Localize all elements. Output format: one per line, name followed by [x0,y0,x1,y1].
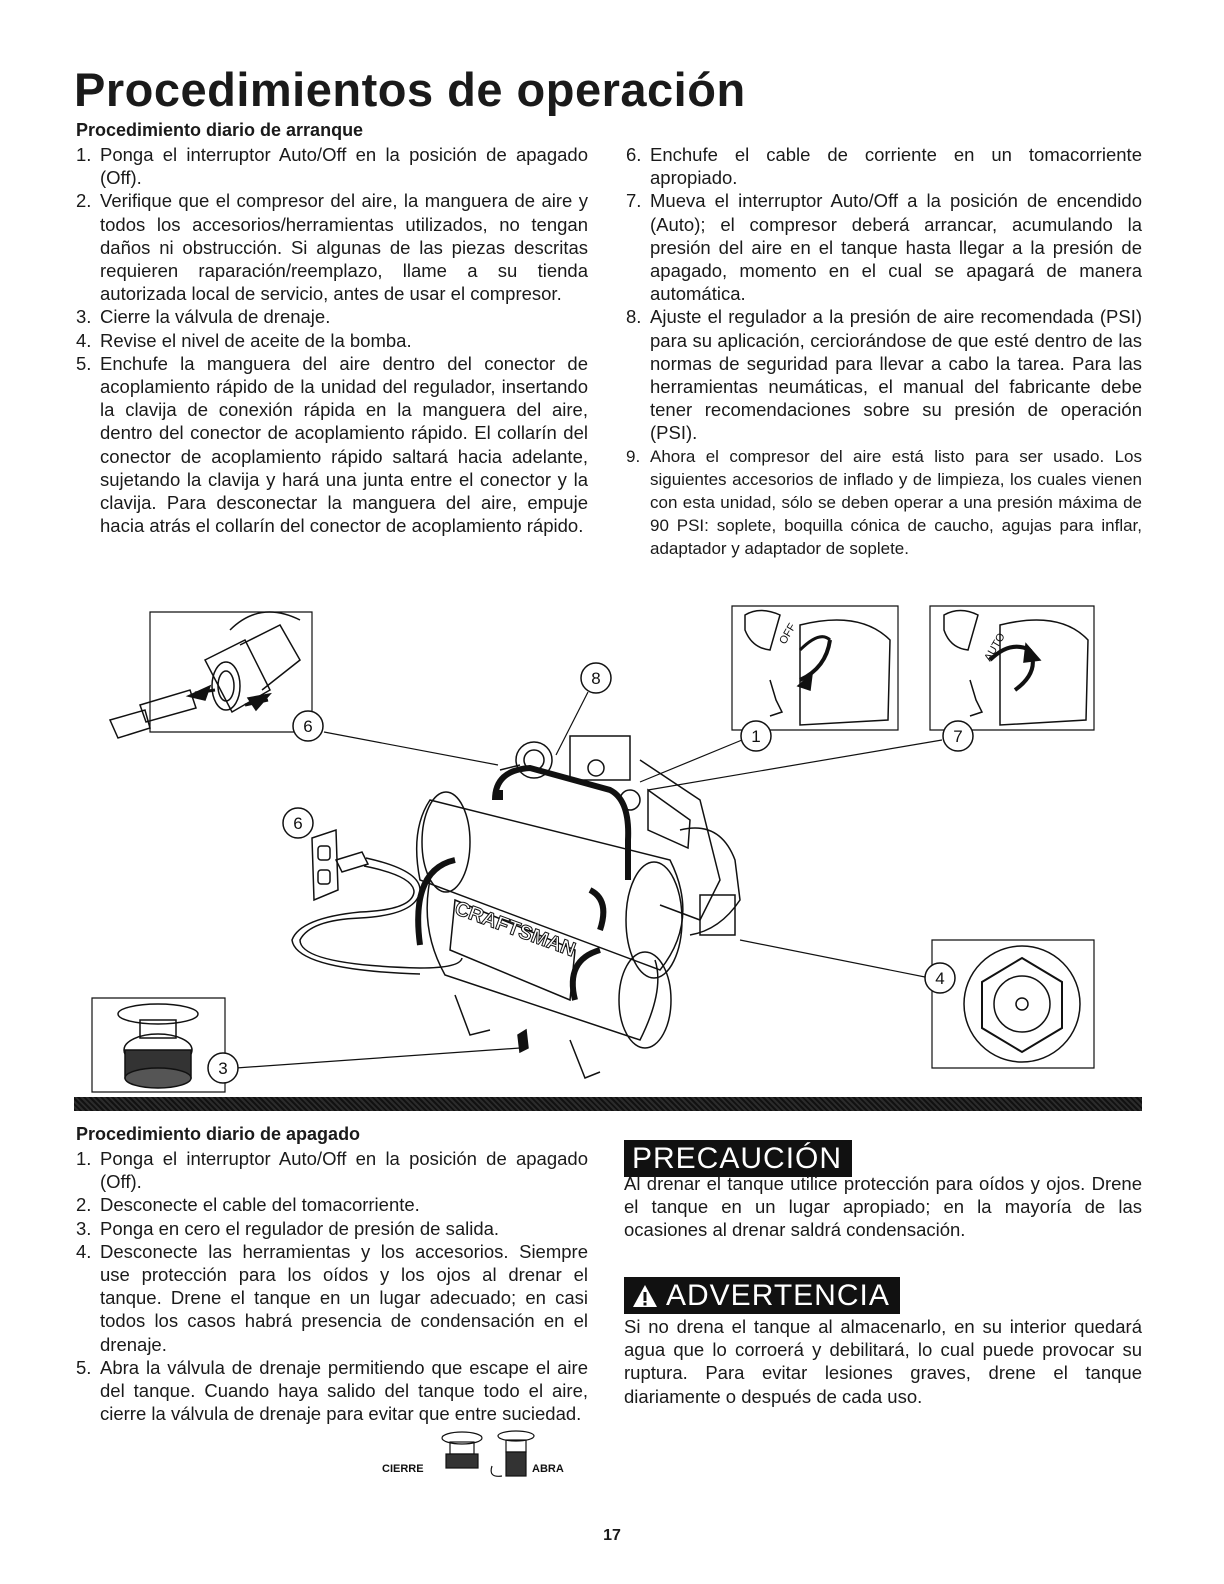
section-divider [74,1097,1142,1111]
step-number: 3. [76,306,92,328]
shutdown-heading: Procedimiento diario de apagado [76,1124,361,1144]
callout-4 [925,963,955,993]
shutdown-step [76,1356,588,1426]
warning-label [624,1277,900,1314]
step-text: Mueva el interruptor Auto/Off a la posición de encendido (Auto); el compresor deberá arrancar, acumulando la presión del aire en el tanque hasta llegar a la presión de apagado, momento en el cual se apagará de manera automática. [650,190,1142,305]
callout-1 [741,721,771,751]
step-number: 3. [76,1217,92,1239]
inset-4-frame [932,940,1094,1068]
callout-3 [208,1053,238,1083]
shutdown-step [76,1193,588,1216]
step-text: Desconecte el cable del tomacorriente. [100,1194,420,1216]
step-number: 4. [76,1240,92,1262]
callout-7 [943,721,973,751]
svg-text:7: 7 [953,727,963,746]
step-text: Ponga en cero el regulador de presión de salida. [100,1217,500,1239]
step-number: 2. [76,190,92,212]
switch-off-label: OFF [777,621,799,647]
caution-text: Al drenar el tanque utilice protección para oídos y ojos. Drene el tanque en un lugar apropiado; en la mayoría de las ocasiones al drenar saldrá condensación. [624,1173,1142,1241]
step-text: Abra la válvula de drenaje permitiendo que escape el aire del tanque. Cuando haya salido del tanque todo el aire, cierre la válvula de drenaje para evitar que entre suciedad. [100,1356,588,1425]
drain-valve-positions [380,1426,580,1482]
step-text: Desconecte las herramientas y los accesorios. Siempre use protección para los oídos y los ojos al drenar el tanque. Drene el tanque en un lugar adecuado; en casi todos los casos habrá presencia de condensación en el drenaje. [100,1240,588,1355]
switch-auto-illustration [944,611,1088,726]
outlet-cord-illustration [292,830,462,974]
switch-auto-label: AUTO [982,631,1008,664]
quick-coupler-illustration [110,612,300,738]
step-number: 5. [76,1356,92,1378]
valve-open-label: ABRA [532,1463,564,1475]
leader-4 [740,940,930,978]
switch-off-illustration [745,611,890,726]
svg-text:3: 3 [218,1059,228,1078]
step-text: Verifique que el compresor del aire, la manguera de aire y todos los accesorios/herramientas utilizados, no tengan daños ni obstrucción. Si algunas de las piezas descritas requieren raparación/reemplazo, llame a su tienda autorizada local de servicio, antes de usar el compresor. [100,190,588,305]
valve-close-label: CIERRE [382,1463,424,1475]
startup-heading: Procedimiento diario de arranque [76,120,364,140]
warning-text: Si no drena el tanque al almacenarlo, en su interior quedará agua que lo corroerá y debilitará, lo cual puede provocar su ruptura. Para evitar lesiones graves, drene el tanque diariamente o después de cada uso. [624,1316,1142,1407]
shutdown-step [76,1240,588,1356]
step-number: 4. [76,329,92,351]
step-number: 6. [626,144,642,165]
step-text: Enchufe el cable de corriente en un tomacorriente apropiado. [650,144,1142,189]
step-number: 1. [76,1148,92,1169]
svg-text:4: 4 [935,969,945,988]
oil-sight-illustration [964,946,1080,1062]
leader-8 [556,692,588,755]
step-text: Ponga el interruptor Auto/Off en la posición de apagado (Off). [100,144,588,189]
svg-text:1: 1 [751,727,761,746]
brand-label: CRAFTSMAN [451,897,579,962]
drain-valve-illustration [118,1004,198,1088]
step-number: 8. [626,306,642,328]
step-text: Ahora el compresor del aire está listo para ser usado. Los siguientes accesorios de inflado y de limpieza, los cuales vienen con esta unidad, sólo se deben operar a una presión máxima de 90 PSI: soplete, boquilla cónica de caucho, agujas para inflar, adaptador y adaptador de soplete. [650,446,1142,559]
svg-text:6: 6 [303,717,313,736]
step-text: Revise el nivel de aceite de la bomba. [100,329,412,351]
callout-5 [293,711,323,741]
leader-5 [324,732,498,765]
inset-7-frame [930,606,1094,730]
page-number: 17 [603,1527,621,1544]
svg-text:6: 6 [293,814,303,833]
svg-text:8: 8 [591,669,601,688]
warning-triangle-icon [632,1284,658,1308]
step-number: 9. [626,446,641,466]
step-text: Ponga el interruptor Auto/Off en la posición de apagado (Off). [100,1148,588,1193]
step-number: 1. [76,144,92,165]
caution-label: PRECAUCIÓN [624,1140,852,1177]
warning-label-text: ADVERTENCIA [666,1279,890,1312]
step-text: Cierre la válvula de drenaje. [100,306,331,328]
leader-1 [640,740,742,782]
shutdown-steps [76,1147,588,1425]
callout-8 [581,663,611,693]
shutdown-step [76,1217,588,1240]
step-text: Ajuste el regulador a la presión de aire recomendada (PSI) para su aplicación, cerciorándose de que esté dentro de las normas de seguridad para llevar a cabo la tarea. Para las herramientas neumáticas, el manual del fabricante debe tener recomendaciones sobre su presión de operación (PSI). [650,306,1142,444]
callout-6 [283,808,313,838]
leader-3 [236,1048,520,1068]
leader-7 [648,740,942,790]
shutdown-step [76,1147,588,1193]
step-number: 7. [626,190,642,212]
step-number: 2. [76,1194,92,1216]
page-title: Procedimientos de operación [74,63,746,116]
step-text: Enchufe la manguera del aire dentro del conector de acoplamiento rápido de la unidad del regulador, insertando la clavija de conexión rápida en la manguera del aire, dentro del conector de acoplamiento rápido. El collarín del conector de acoplamiento rápido saltará hacia adelante, sujetando la clavija y hará una junta entre el conector y la clavija. Para desconectar la manguera del aire, empuje hacia atrás el collarín del conector de acoplamiento rápido. [100,352,588,537]
step-number: 5. [76,352,92,374]
